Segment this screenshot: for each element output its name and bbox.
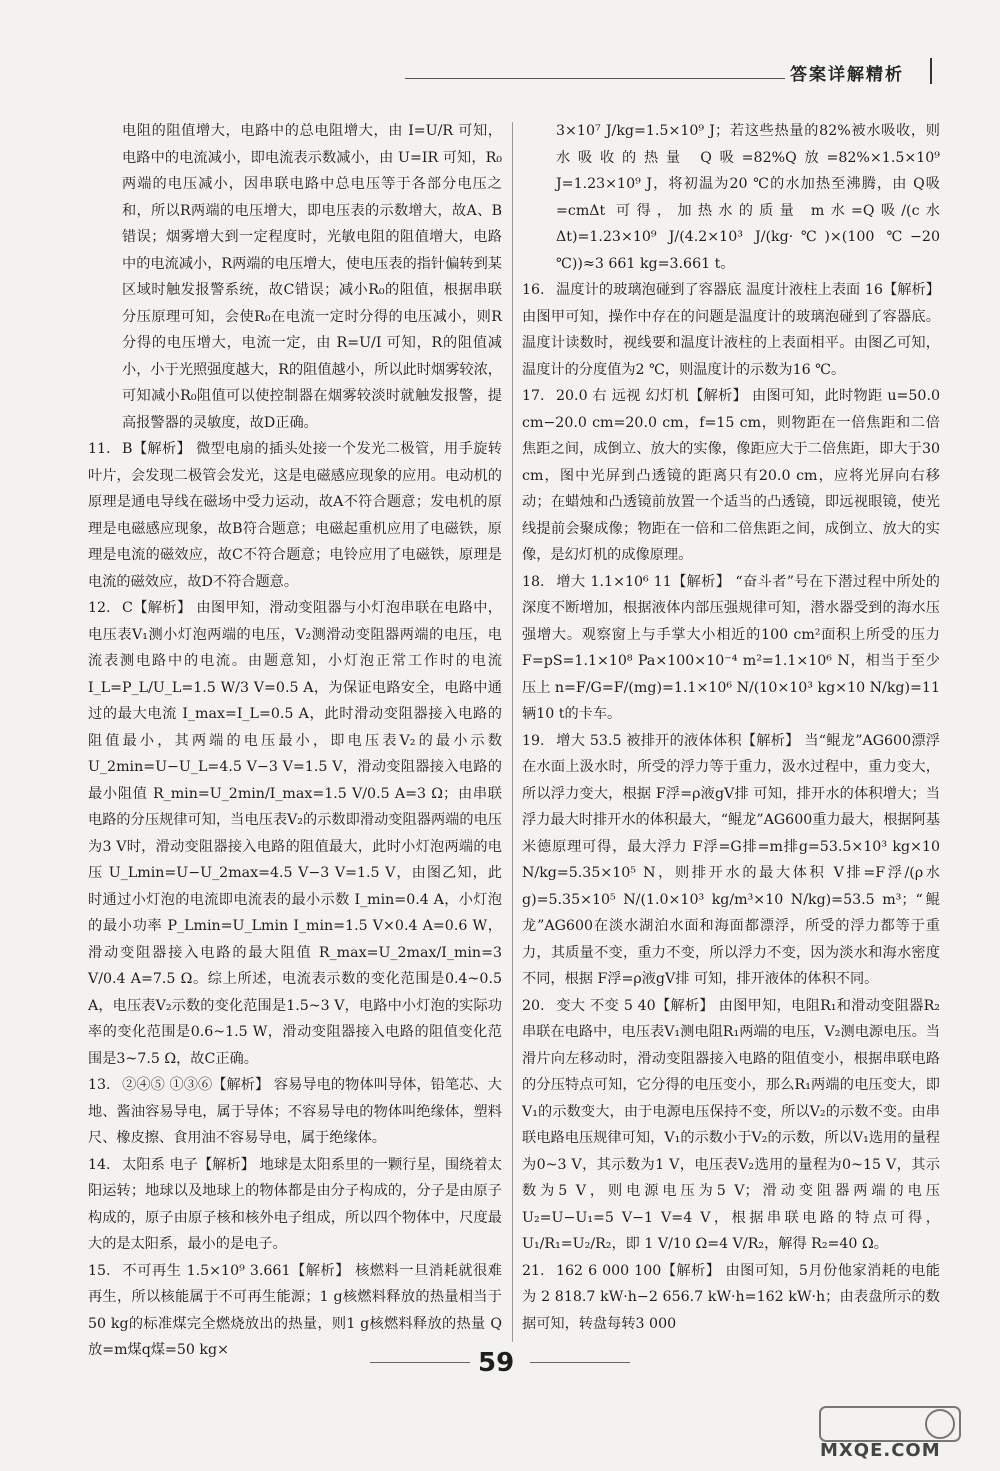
header-title: 答案详解精析 bbox=[790, 65, 904, 85]
header-rule bbox=[405, 78, 785, 79]
answer-13: 13. ②④⑤ ①③⑥【解析】 容易导电的物体叫导体，铅笔芯、大地、酱油容易导电，属于导体；不容易导电的物体叫绝缘体，塑料尺、橡皮擦、食用油不容易导电，属于绝缘体。 bbox=[88, 1077, 502, 1146]
answer-16: 16. 温度计的玻璃泡碰到了容器底 温度计液柱上表面 16【解析】 由图甲可知，操作中存在的问题是温度计的玻璃泡碰到了容器底。温度计读数时，视线要和温度计液柱的上表面相平。由图乙可知，温度计的分度值为2 ℃，则温度计的示数为16 ℃。 bbox=[522, 282, 940, 378]
page-number-rule-left bbox=[370, 1362, 470, 1363]
answer-20: 20. 变大 不变 5 40【解析】 由图甲知，电阻R₁和滑动变阻器R₂串联在电路中，电压表V₁测电阻R₁两端的电压，V₂测电源电压。当滑片向左移动时，滑动变阻器接入电路的阻值变小，根据串联电路的分压特点可知，它分得的电压变小，那么R₁两端的电压变大，即V₁的示数变大，由于电源电压保持不变，所以V₂的示数不变。由串联电路电压规律可知，V₁的示数小于V₂的示数，所以V₁选用的量程为0~3 V，其示数为1 V，电压表V₂选用的量程为0~15 V，其示数为5 V，则电源电压为5 V；滑动变阻器两端的电压 U₂=U−U₁=5 V−1 V=4 V，根据串联电路的特点可得，U₁/R₁=U₂/R₂，即 1 V/10 Ω=4 V/R₂，解得 R₂=40 Ω。 bbox=[522, 997, 940, 1252]
left-column bbox=[88, 118, 502, 1364]
right-column bbox=[522, 118, 940, 1337]
page-number: 59 bbox=[478, 1348, 515, 1378]
answer-15: 15. 不可再生 1.5×10⁹ 3.661【解析】 核燃料一旦消耗就很难再生，所以核能属于不可再生能源；1 g核燃料释放的热量相当于50 kg的标准煤完全燃烧放出的热量，则1 g核燃料释放的热量 Q放=m煤q煤=50 kg× bbox=[88, 1262, 502, 1358]
q10-continuation: 电阻的阻值增大，电路中的总电阻增大，由 I=U/R 可知，电路中的电流减小，即电流表示数减小，由 U=IR 可知，R₀两端的电压减小，因串联电路中总电压等于各部分电压之和，所以R两端的电压增大，即电压表的示数增大，故A、B错误；烟雾增大到一定程度时，光敏电阻的阻值增大，电路中的电流减小，R两端的电压增大，使电压表的指针偏转到某区域时触发报警系统，故C错误；减小R₀的阻值，根据串联分压原理可知，会使R₀在电流一定时分得的电压减小，则R分得的电压增大，电流一定，由 R=U/I 可知，R的阻值减小，小于光照强度越大，R的阻值越小，所以此时烟雾较浓，可知减小R₀阻值可以使控制器在烟雾较淡时就触发报警，提高报警器的灵敏度，故D正确。 bbox=[122, 123, 502, 431]
answer-21: 21. 162 6 000 100【解析】 由图可知，5月份他家消耗的电能为 2 818.7 kW·h−2 656.7 kW·h=162 kW·h；由表盘所示的数据可知，转盘每转3 000 bbox=[522, 1262, 940, 1332]
column-divider bbox=[512, 122, 513, 1342]
answer-14: 14. 太阳系 电子【解析】 地球是太阳系里的一颗行星，围绕着太阳运转；地球以及地球上的物体都是由分子构成的，分子是由原子构成的，原子由原子核和核外电子组成，所以四个物体中，尺度最大的是太阳系，最小的是电子。 bbox=[88, 1156, 502, 1252]
watermark-text: MXQE.COM bbox=[820, 1440, 941, 1461]
page-number-rule-right bbox=[530, 1362, 630, 1363]
header-bar bbox=[930, 58, 932, 84]
answer-11: 11. B【解析】 微型电扇的插头处接一个发光二极管，用手旋转叶片，会发现二极管会发光，这是电磁感应现象的应用。电动机的原理是通电导线在磁场中受力运动，故A不符合题意；发电机的原理是电磁感应现象，故B符合题意；电磁起重机应用了电磁铁，原理是电流的磁效应，故C不符合题意；电铃应用了电磁铁，原理是电流的磁效应，故D不符合题意。 bbox=[88, 441, 502, 590]
answer-17: 17. 20.0 右 远视 幻灯机【解析】 由图可知，此时物距 u=50.0 cm−20.0 cm=20.0 cm，f=15 cm，则物距在一倍焦距和二倍焦距之间，成倒立、放大的实像，像距应大于二倍焦距，即大于30 cm，图中光屏到凸透镜的距离只有20.0 cm，应将光屏向右移动；在蜡烛和凸透镜前放置一个适当的凸透镜，即远视眼镜，使光线提前会聚成像；物距在一倍和二倍焦距之间，成倒立、放大的实像，是幻灯机的成像原理。 bbox=[522, 388, 940, 563]
q15-continuation: 3×10⁷ J/kg=1.5×10⁹ J；若这些热量的82%被水吸收，则水吸收的热量 Q吸=82%Q放=82%×1.5×10⁹ J=1.23×10⁹ J，将初温为20 ℃的水加热至沸腾，由 Q吸=cmΔt 可得，加热水的质量 m水=Q吸/(c水Δt)=1.23×10⁹ J/(4.2×10³ J/(kg·℃)×(100 ℃−20 ℃))≈3 661 kg=3.661 t。 bbox=[556, 123, 940, 272]
answer-12: 12. C【解析】 由图甲知，滑动变阻器与小灯泡串联在电路中，电压表V₁测小灯泡两端的电压，V₂测滑动变阻器两端的电压，电流表测电路中的电流。由题意知，小灯泡正常工作时的电流 I_L=P_L/U_L=1.5 W/3 V=0.5 A，为保证电路安全，电路中通过的最大电流 I_max=I_L=0.5 A，此时滑动变阻器接入电路的阻值最小，其两端的电压最小，即电压表V₂的最小示数 U_2min=U−U_L=4.5 V−3 V=1.5 V，滑动变阻器接入电路的最小阻值 R_min=U_2min/I_max=1.5 V/0.5 A=3 Ω；由串联电路的分压规律可知，当电压表V₂的示数即滑动变阻器两端的电压为3 V时，滑动变阻器接入电路的阻值最大，此时小灯泡两端的电压 U_Lmin=U−U_2max=4.5 V−3 V=1.5 V，由图乙知，此时通过小灯泡的电流即电流表的最小示数 I_min=0.4 A，小灯泡的最小功率 P_Lmin=U_Lmin I_min=1.5 V×0.4 A=0.6 W，滑动变阻器接入电路的最大阻值 R_max=U_2max/I_min=3 V/0.4 A=7.5 Ω。综上所述，电流表示数的变化范围是0.4~0.5 A，电压表V₂示数的变化范围是1.5~3 V，电路中小灯泡的实际功率的变化范围是0.6~1.5 W，滑动变阻器接入电路的阻值变化范围是3~7.5 Ω，故C正确。 bbox=[88, 600, 502, 1067]
answer-18: 18. 增大 1.1×10⁶ 11【解析】 “奋斗者”号在下潜过程中所处的深度不断增加，根据液体内部压强规律可知，潜水器受到的海水压强增大。观察窗上与手掌大小相近的100 cm²面积上所受的压力 F=pS=1.1×10⁸ Pa×100×10⁻⁴ m²=1.1×10⁶ N，相当于至少压上 n=F/G=F/(mg)=1.1×10⁶ N/(10×10³ kg×10 N/kg)=11 辆10 t的卡车。 bbox=[522, 573, 940, 722]
answer-19: 19. 增大 53.5 被排开的液体体积【解析】 当“鲲龙”AG600漂浮在水面上汲水时，所受的浮力等于重力，汲水过程中，重力变大，所以浮力变大，根据 F浮=ρ液gV排 可知，排开水的体积增大；当浮力最大时排开水的体积最大，“鲲龙”AG600重力最大，根据阿基米德原理可得，最大浮力 F浮=G排=m排g=53.5×10³ kg×10 N/kg=5.35×10⁵ N，则排开水的最大体积 V排=F浮/(ρ水g)=5.35×10⁵ N/(1.0×10³ kg/m³×10 N/kg)=53.5 m³；“鲲龙”AG600在淡水湖泊水面和海面都漂浮，所受的浮力都等于重力，其质量不变，重力不变，所以浮力不变，因为淡水和海水密度不同，根据 F浮=ρ液gV排 可知，排开液体的体积不同。 bbox=[522, 732, 940, 987]
